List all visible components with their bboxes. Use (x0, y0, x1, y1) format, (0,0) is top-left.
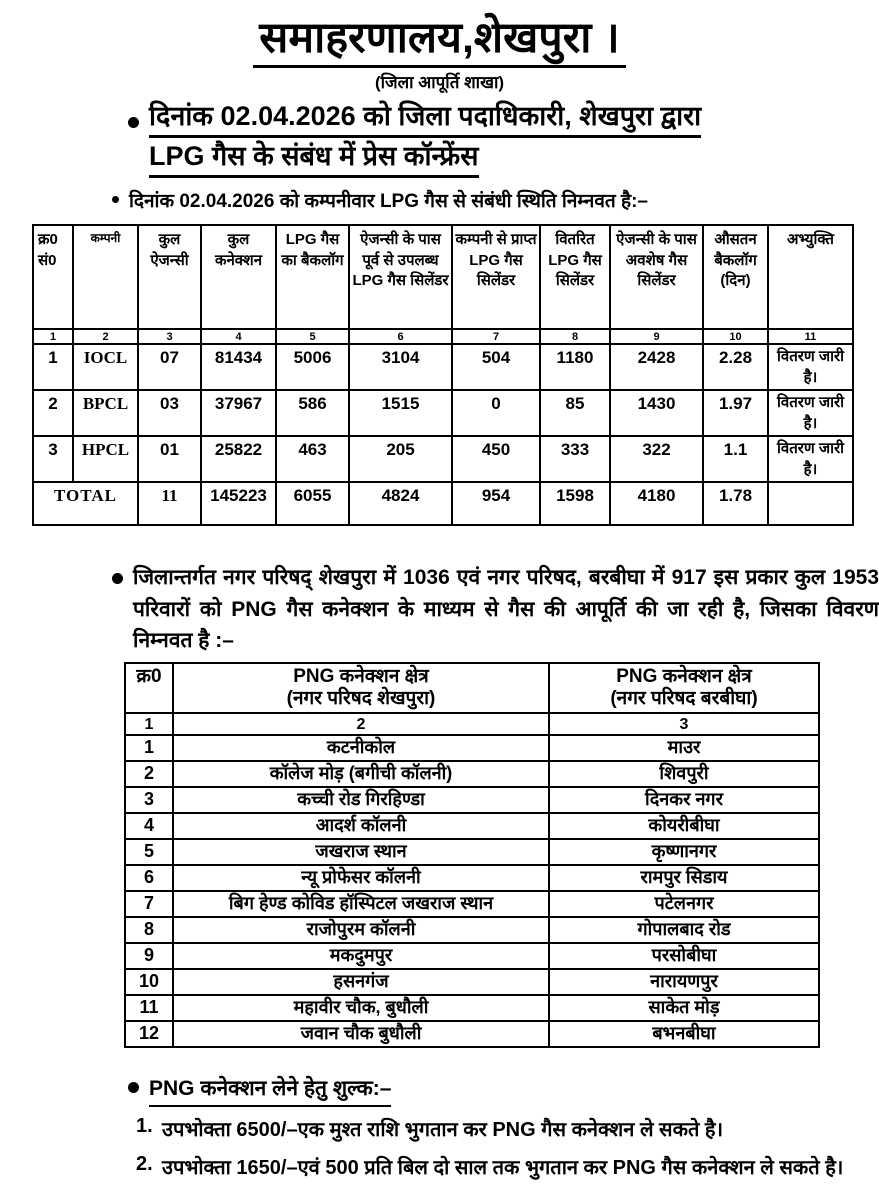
table-cell: 3 (33, 436, 73, 482)
table-cell: 11 (768, 329, 853, 344)
table-cell: 3104 (349, 344, 452, 390)
table-cell: पटेलनगर (549, 891, 819, 917)
lpg-colnum-row (33, 329, 853, 344)
table-cell: महावीर चौक, बुधौली (173, 995, 549, 1021)
png-data-row (125, 735, 819, 761)
table-cell: 1.78 (703, 482, 768, 525)
col-header: कम्पनी (73, 225, 138, 329)
table-cell: 01 (138, 436, 201, 482)
table-cell: गोपालबाद रोड (549, 917, 819, 943)
png-data-row (125, 787, 819, 813)
table-cell: 85 (540, 390, 610, 436)
table-cell: बभनबीघा (549, 1021, 819, 1047)
table-cell: वितरण जारी है। (768, 436, 853, 482)
col-header (173, 663, 549, 714)
table-cell: HPCL (73, 436, 138, 482)
png-paragraph-text: जिलान्तर्गत नगर परिषद् शेखपुरा में 1036 एवं नगर परिषद, बरबीघा में 917 इस प्रकार कुल 1953 परिवारों को PNG गैस कनेक्शन के माध्यम से गैस की आपूर्ति की जा रही है, जिसका विवरण निम्नवत है :– (133, 566, 879, 652)
table-cell: 10 (125, 969, 173, 995)
intro-line (112, 187, 879, 213)
table-cell: 463 (276, 436, 349, 482)
table-cell: 12 (125, 1021, 173, 1047)
lpg-status-table (32, 224, 854, 526)
table-cell: 1 (125, 713, 173, 735)
fees-section (128, 1074, 879, 1183)
png-data-row (125, 1021, 819, 1047)
table-cell: 4 (125, 813, 173, 839)
table-cell: 504 (452, 344, 540, 390)
lpg-data-row (33, 344, 853, 390)
headline-text (149, 103, 701, 183)
col-header: ऐजन्सी के पास पूर्व से उपलब्ध LPG गैस सिलेंडर (349, 225, 452, 329)
table-cell: 2428 (610, 344, 703, 390)
table-cell: 03 (138, 390, 201, 436)
table-cell: जवान चौक बुधौली (173, 1021, 549, 1047)
table-cell: 9 (125, 943, 173, 969)
col-header-title: PNG कनेक्शन क्षेत्र (293, 665, 429, 687)
fees-heading: PNG कनेक्शन लेने हेतु शुल्क:– (149, 1074, 391, 1107)
fee-item-number: 2. (136, 1153, 153, 1176)
table-cell: 1.97 (703, 390, 768, 436)
table-cell: 3 (138, 329, 201, 344)
col-header: कुल कनेक्शन (201, 225, 276, 329)
col-header: औसतन बैकलॉग (दिन) (703, 225, 768, 329)
table-cell: 3 (549, 713, 819, 735)
table-cell: 1180 (540, 344, 610, 390)
col-header: क्र0 सं0 (33, 225, 73, 329)
table-cell: 2 (173, 713, 549, 735)
png-data-row (125, 917, 819, 943)
table-cell: 37967 (201, 390, 276, 436)
table-cell: माउर (549, 735, 819, 761)
col-header: कम्पनी से प्राप्त LPG गैस सिलेंडर (452, 225, 540, 329)
table-cell: 6 (349, 329, 452, 344)
intro-text: दिनांक 02.04.2026 को कम्पनीवार LPG गैस से संबंधी स्थिति निम्नवत है:– (129, 191, 648, 213)
table-cell: 1 (125, 735, 173, 761)
col-header-sub: (नगर परिषद शेखपुरा) (286, 688, 436, 710)
table-cell: 5006 (276, 344, 349, 390)
col-header: वितरित LPG गैस सिलेंडर (540, 225, 610, 329)
lpg-data-row (33, 436, 853, 482)
col-header: क्र0 (125, 663, 173, 714)
table-cell: नारायणपुर (549, 969, 819, 995)
fee-item-number: 1. (136, 1115, 153, 1138)
title-block (0, 0, 879, 68)
lpg-total-section (33, 482, 853, 525)
column-number-row (125, 713, 819, 735)
table-cell: 450 (452, 436, 540, 482)
table-cell: 3 (125, 787, 173, 813)
table-cell: 7 (125, 891, 173, 917)
headline-line1: दिनांक 02.04.2026 को जिला पदाधिकारी, शेखपुरा द्वारा (149, 103, 701, 138)
table-cell: कोयरीबीघा (549, 813, 819, 839)
table-cell: 205 (349, 436, 452, 482)
bullet-icon (128, 1082, 139, 1093)
fees-heading-row (128, 1074, 879, 1107)
lpg-data-row (33, 390, 853, 436)
table-cell-empty (768, 482, 853, 525)
png-data-row (125, 839, 819, 865)
table-cell: 1 (33, 344, 73, 390)
fee-item-text: उपभोक्ता 1650/–एवं 500 प्रति बिल दो साल तक भुगतान कर PNG गैस कनेक्शन ले सकते है। (162, 1157, 844, 1180)
table-cell: 0 (452, 390, 540, 436)
table-cell: कटनीकोल (173, 735, 549, 761)
table-cell: 1430 (610, 390, 703, 436)
column-number-row (33, 329, 853, 344)
lpg-data-rows (33, 344, 853, 482)
table-cell: कृष्णानगर (549, 839, 819, 865)
table-cell: 81434 (201, 344, 276, 390)
table-cell: न्यू प्रोफेसर कॉलनी (173, 865, 549, 891)
table-cell: कच्ची रोड गिरहिण्डा (173, 787, 549, 813)
table-cell: साकेत मोड़ (549, 995, 819, 1021)
table-cell: मकदुमपुर (173, 943, 549, 969)
table-cell: 322 (610, 436, 703, 482)
bullet-icon (112, 196, 119, 203)
table-cell: BPCL (73, 390, 138, 436)
table-cell: 4180 (610, 482, 703, 525)
table-row (33, 225, 853, 329)
table-cell: दिनकर नगर (549, 787, 819, 813)
bullet-icon (128, 117, 139, 128)
table-cell: आदर्श कॉलनी (173, 813, 549, 839)
png-data-row (125, 943, 819, 969)
table-cell: 9 (610, 329, 703, 344)
png-data-row (125, 761, 819, 787)
table-cell: IOCL (73, 344, 138, 390)
table-cell: कॉलेज मोड़ (बगीची कॉलनी) (173, 761, 549, 787)
table-cell: 1.1 (703, 436, 768, 482)
col-header-sub: (नगर परिषद बरबीघा) (610, 688, 758, 710)
col-header: LPG गैस का बैकलॉग (276, 225, 349, 329)
table-cell: 6055 (276, 482, 349, 525)
page-subtitle: (जिला आपूर्ति शाखा) (374, 73, 505, 93)
png-data-rows (125, 735, 819, 1047)
table-cell: 333 (540, 436, 610, 482)
fee-item-text: उपभोक्ता 6500/–एक मुश्त राशि भुगतान कर PNG गैस कनेक्शन ले सकते है। (162, 1119, 724, 1142)
col-header: कुल ऐजन्सी (138, 225, 201, 329)
lpg-table-header (33, 225, 853, 329)
table-cell: 1 (33, 329, 73, 344)
table-cell: 25822 (201, 436, 276, 482)
png-data-row (125, 995, 819, 1021)
table-cell: 11 (125, 995, 173, 1021)
table-cell: 10 (703, 329, 768, 344)
table-cell: 145223 (201, 482, 276, 525)
col-header (549, 663, 819, 714)
col-header: ऐजन्सी के पास अवशेष गैस सिलेंडर (610, 225, 703, 329)
table-cell: 2.28 (703, 344, 768, 390)
png-data-row (125, 891, 819, 917)
col-header: अभ्युक्ति (768, 225, 853, 329)
table-cell: राजोपुरम कॉलनी (173, 917, 549, 943)
fee-item (136, 1153, 879, 1183)
png-table-header (125, 663, 819, 714)
table-cell: 954 (452, 482, 540, 525)
png-paragraph (112, 562, 879, 655)
table-cell: 8 (540, 329, 610, 344)
fee-item (136, 1115, 879, 1145)
table-cell: रामपुर सिडाय (549, 865, 819, 891)
table-cell: 4 (201, 329, 276, 344)
table-cell: 6 (125, 865, 173, 891)
table-cell: वितरण जारी है। (768, 390, 853, 436)
table-cell: 5 (276, 329, 349, 344)
bullet-icon (112, 573, 123, 584)
total-label: TOTAL (33, 482, 138, 525)
table-cell: शिवपुरी (549, 761, 819, 787)
headline (128, 103, 879, 183)
table-cell: हसनगंज (173, 969, 549, 995)
table-cell: 2 (73, 329, 138, 344)
table-cell: 8 (125, 917, 173, 943)
table-cell: जखराज स्थान (173, 839, 549, 865)
table-cell: 586 (276, 390, 349, 436)
png-data-row (125, 813, 819, 839)
table-cell: 5 (125, 839, 173, 865)
table-cell: 07 (138, 344, 201, 390)
table-cell: 4824 (349, 482, 452, 525)
table-cell: 2 (125, 761, 173, 787)
table-cell: 7 (452, 329, 540, 344)
headline-line2: LPG गैस के संबंध में प्रेस कॉन्फ्रेंस (149, 143, 479, 178)
lpg-total-row (33, 482, 853, 525)
col-header-title: PNG कनेक्शन क्षेत्र (616, 665, 752, 687)
table-cell: वितरण जारी है। (768, 344, 853, 390)
png-data-row (125, 969, 819, 995)
png-colnum-row (125, 713, 819, 735)
png-data-row (125, 865, 819, 891)
png-areas-table (124, 662, 820, 1049)
table-cell: 11 (138, 482, 201, 525)
table-cell: 1515 (349, 390, 452, 436)
table-cell: 1598 (540, 482, 610, 525)
table-row (125, 663, 819, 714)
table-cell: परसोबीघा (549, 943, 819, 969)
page-title: समाहरणालय,शेखपुरा । (253, 14, 625, 68)
table-cell: 2 (33, 390, 73, 436)
table-cell: बिग हेण्ड कोविड हॉस्पिटल जखराज स्थान (173, 891, 549, 917)
